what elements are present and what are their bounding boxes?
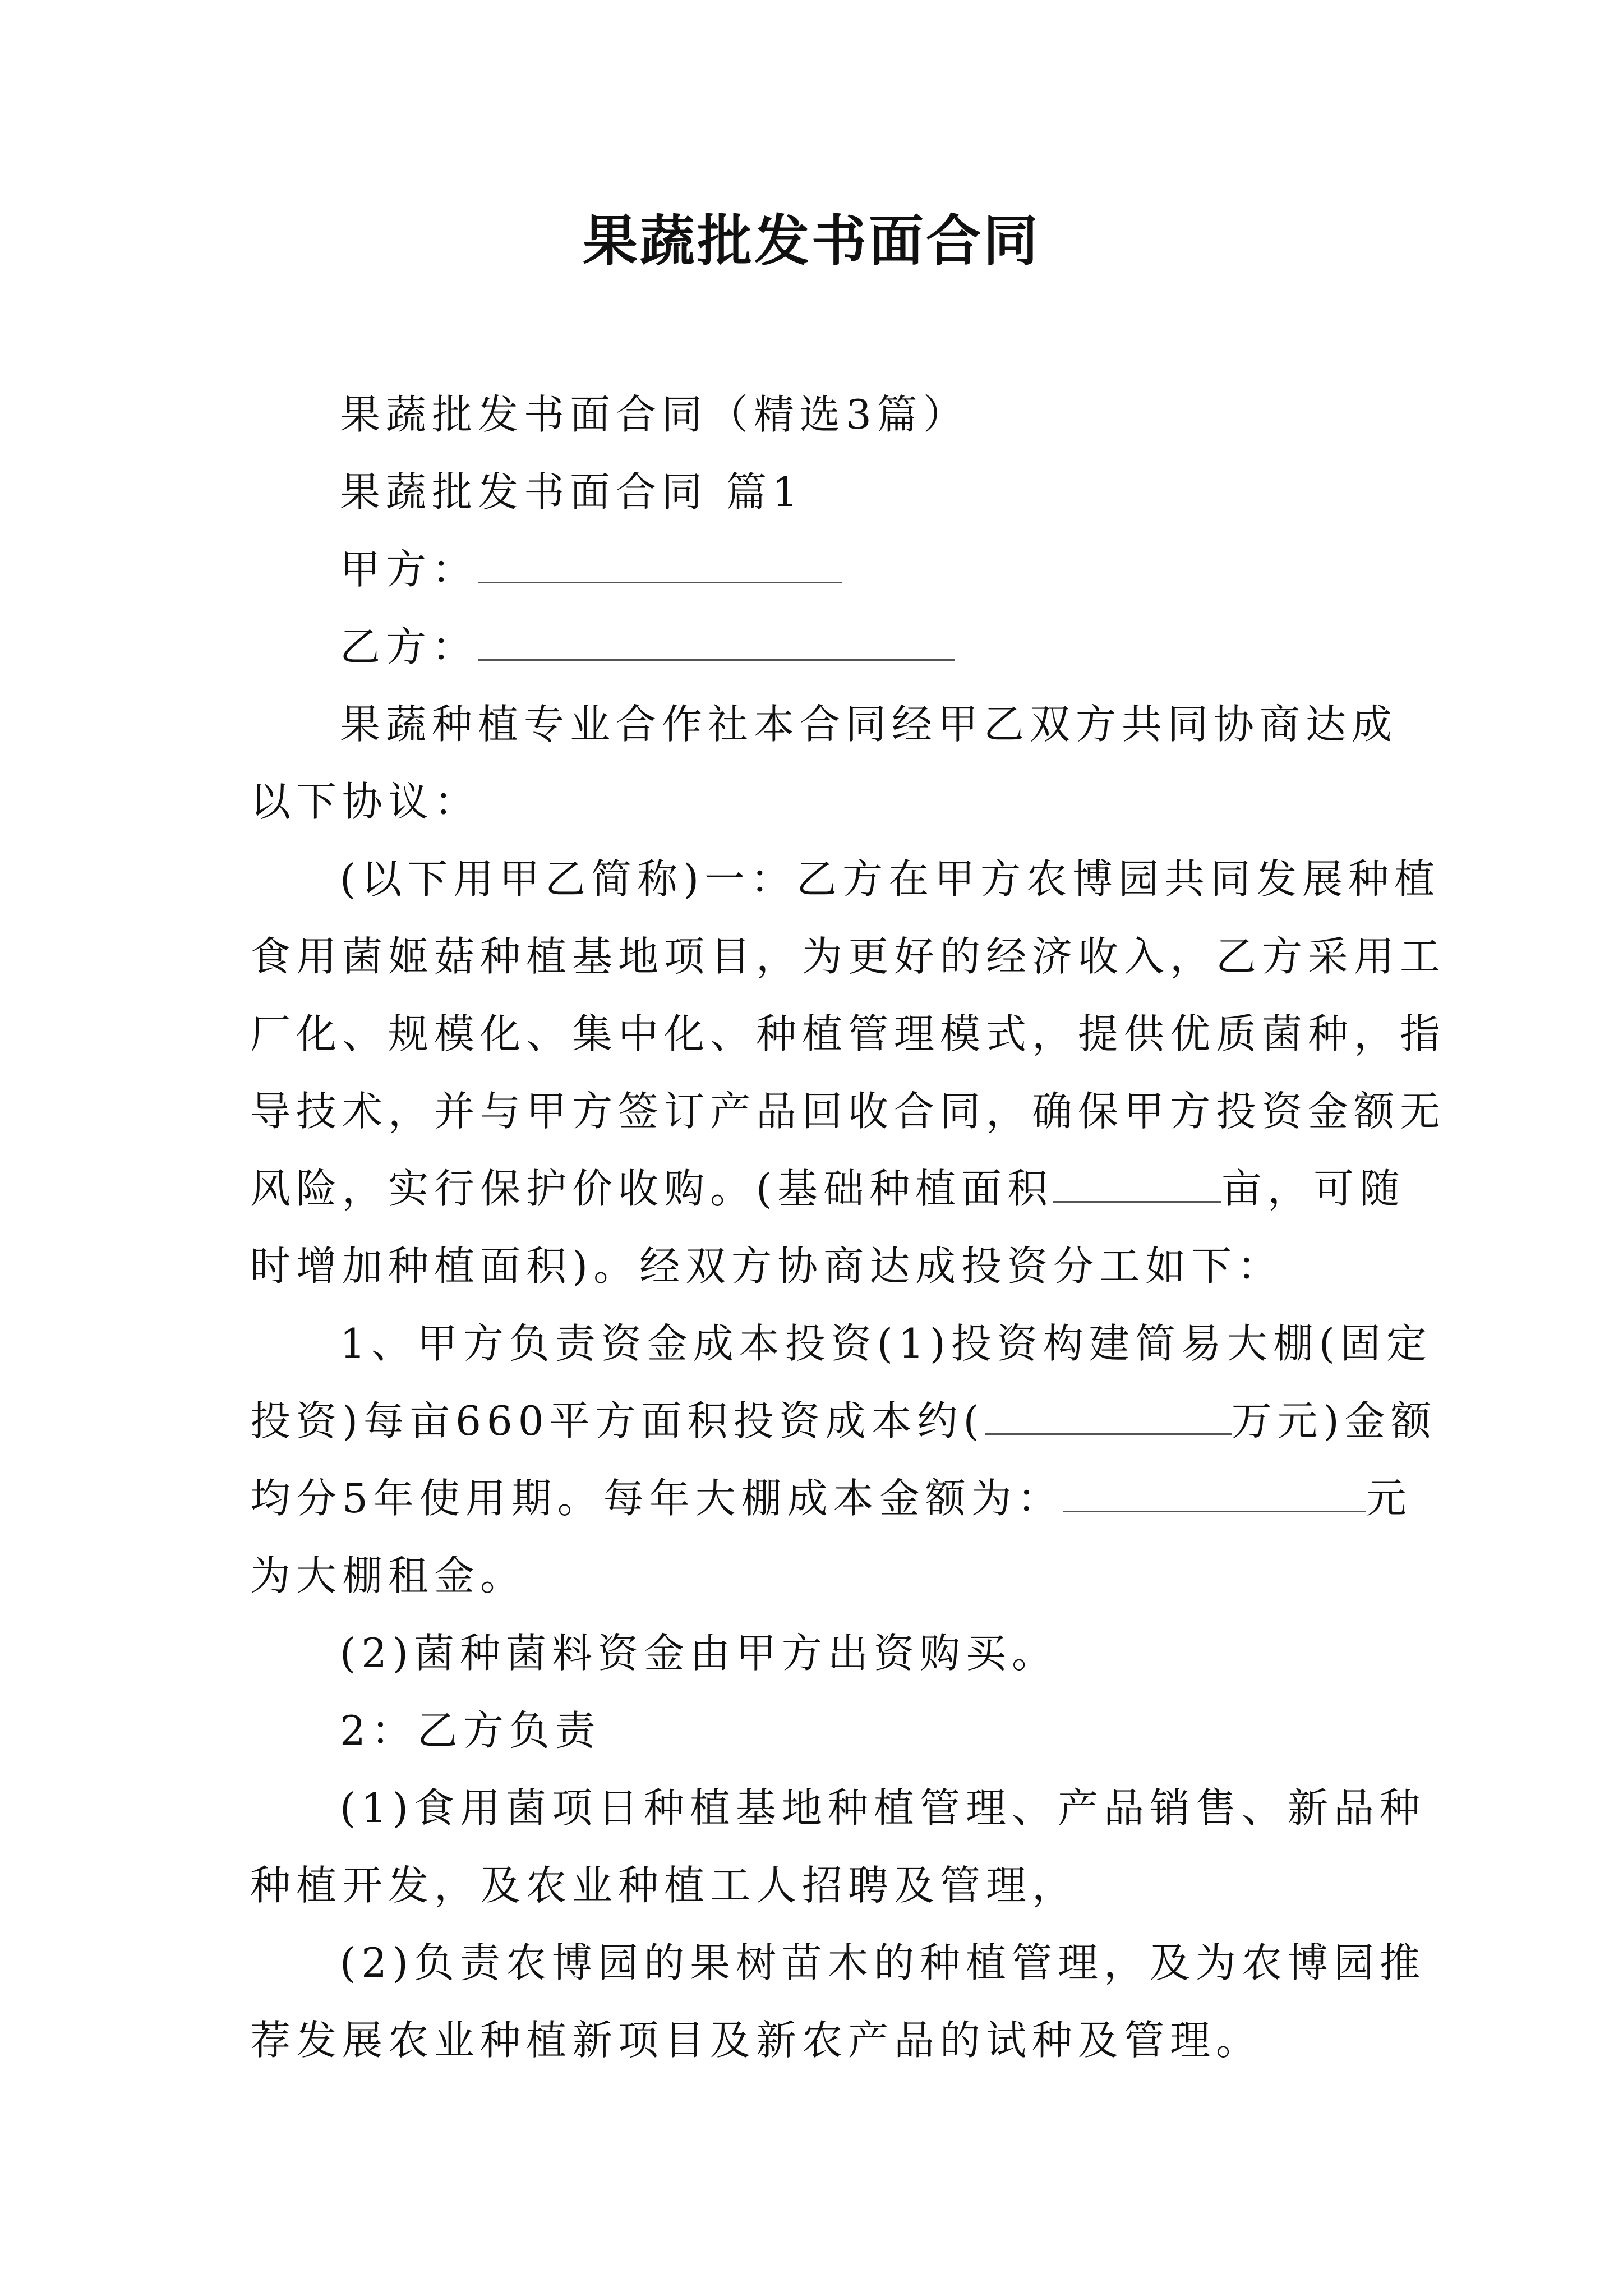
- paragraph-line: [250, 1460, 1412, 1537]
- paragraph-line: 2：乙方负责: [340, 1707, 601, 1754]
- paragraph-line: (以下用甲乙简称)一：乙方在甲方农博园共同发展种植: [340, 855, 1441, 903]
- paragraph-line: (2)负责农博园的果树苗木的种植管理，及为农博园推: [340, 1939, 1426, 1986]
- paragraph-line: 以下协议：: [250, 778, 481, 825]
- rent-blank: [1063, 1477, 1366, 1512]
- paragraph-line: 种植开发，及农业种植工人招聘及管理，: [250, 1862, 1078, 1909]
- document-title: 果蔬批发书面合同: [582, 209, 1040, 273]
- document-body: [250, 376, 1446, 2079]
- paragraph-line: 果蔬种植专业合作社本合同经甲乙双方共同协商达成: [340, 701, 1398, 748]
- paragraph-line: 为大棚租金。: [250, 1552, 527, 1599]
- party-b-line: [250, 608, 1377, 685]
- paragraph-text: 均分5年使用期。每年大棚成本金额为：: [250, 1475, 1063, 1522]
- paragraph-line: 厂化、规模化、集中化、种植管理模式，提供优质菌种，指: [250, 1010, 1446, 1057]
- subtitle: 果蔬批发书面合同（精选3篇）: [340, 391, 969, 438]
- section-heading: 果蔬批发书面合同 篇1: [340, 468, 804, 516]
- paragraph-line: (1)食用菌项日种植基地种植管理、产品销售、新品种: [340, 1784, 1426, 1832]
- paragraph-line: 1、甲方负责资金成本投资(1)投资构建简易大棚(固定: [340, 1320, 1432, 1367]
- paragraph-line: [250, 1150, 1406, 1227]
- paragraph-text: 亩，可随: [1221, 1165, 1406, 1212]
- paragraph-line: 食用菌姬菇种植基地项目，为更好的经济收入，乙方采用工: [250, 933, 1446, 980]
- party-a-blank: [478, 548, 842, 583]
- paragraph-line: (2)菌种菌料资金由甲方出资购买。: [340, 1630, 1058, 1677]
- paragraph-line: [250, 1382, 1437, 1460]
- party-a-label: 甲方：: [340, 546, 478, 593]
- paragraph-line: 导技术，并与甲方签订产品回收合同，确保甲方投资金额无: [250, 1088, 1446, 1135]
- paragraph-text: 万元)金额: [1231, 1397, 1437, 1444]
- cost-blank: [985, 1400, 1232, 1435]
- paragraph-text: 元: [1366, 1475, 1412, 1522]
- area-blank: [1053, 1167, 1221, 1203]
- party-a-line: [250, 531, 1377, 608]
- paragraph-line: 荐发展农业种植新项目及新农产品的试种及管理。: [250, 2017, 1262, 2064]
- paragraph-text: 风险，实行保护价收购。(基础种植面积: [250, 1165, 1054, 1212]
- paragraph-text: 投资)每亩660平方面积投资成本约(: [250, 1397, 985, 1444]
- party-b-blank: [478, 625, 955, 661]
- paragraph-line: 时增加种植面积)。经双方协商达成投资分工如下：: [250, 1243, 1284, 1290]
- party-b-label: 乙方：: [340, 623, 478, 670]
